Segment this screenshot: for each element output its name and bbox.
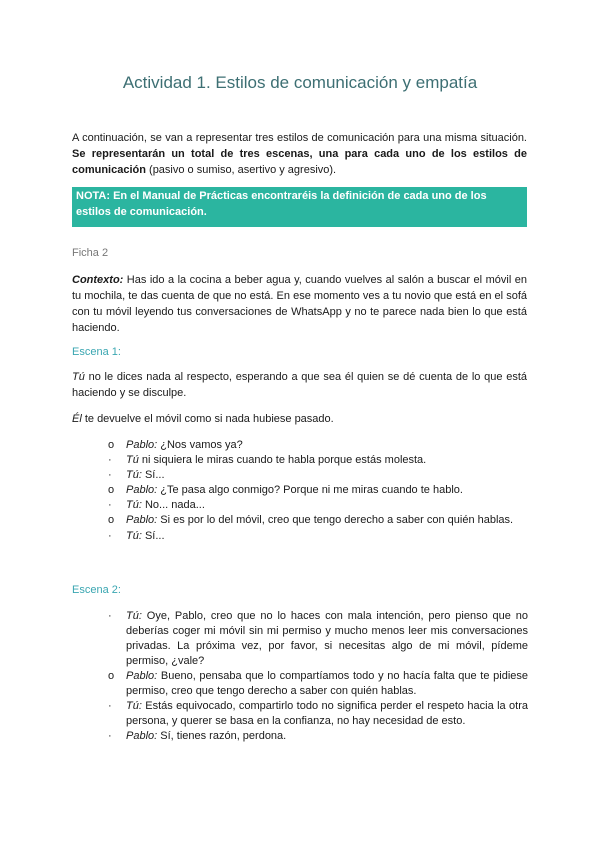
speaker-label: Tú:: [126, 530, 142, 542]
line-text: Oye, Pablo, creo que no lo haces con mala intención, pero pienso que no deberías coger mi móvil sin mi permiso y mucho menos leer mis conversaciones privadas. La próxima vez, por favor, si necesitas algo de mi móvil, pídeme permiso, ¿vale?: [126, 610, 528, 667]
list-marker: ·: [108, 454, 112, 466]
speaker-label: Él: [72, 413, 82, 425]
line-text: Sí...: [141, 530, 165, 542]
speaker-label: Pablo:: [126, 670, 158, 682]
context-paragraph: [72, 272, 527, 336]
ficha-label: Ficha 2: [72, 247, 109, 259]
speaker-label: Pablo:: [126, 514, 158, 526]
list-marker: ·: [108, 469, 112, 481]
speaker-label: Tú:: [126, 469, 142, 481]
context-text: Has ido a la cocina a beber agua y, cuando vuelves al salón a buscar el móvil en tu mochila, te das cuenta de que no está. En ese momento ves a tu novio que está en el sofá con tu móvil leyendo tus conversaciones de WhatsApp y no te parece nada bien lo que está haciendo.: [72, 274, 527, 334]
line-text: Estás equivocado, compartirlo todo no significa perder el respeto hacia la otra persona, y querer se basa en la confianza, no hay necesidad de esto.: [126, 700, 528, 727]
speaker-label: Pablo:: [126, 730, 158, 742]
list-marker: ·: [108, 499, 112, 511]
speaker-label: Pablo:: [126, 439, 158, 451]
page-title: Actividad 1. Estilos de comunicación y empatía: [122, 73, 478, 92]
paragraph-text: te devuelve el móvil como si nada hubiese pasado.: [81, 413, 334, 425]
scene-1-heading: Escena 1:: [72, 346, 121, 358]
scene-1-paragraph-1: [72, 369, 527, 401]
list-marker: o: [108, 484, 115, 496]
line-text: Sí, tienes razón, perdona.: [157, 730, 287, 742]
list-marker: ·: [108, 610, 112, 622]
line-text: ¿Te pasa algo conmigo? Porque ni me miras cuando te hablo.: [157, 484, 463, 496]
scene-1-paragraph-2: [72, 411, 527, 427]
line-text: Bueno, pensaba que lo compartíamos todo y no hacía falta que te pidiese permiso, creo que tengo derecho a saber con quién hablas.: [126, 670, 528, 697]
list-marker: ·: [108, 530, 112, 542]
list-marker: o: [108, 439, 115, 451]
speaker-label: Tú: [126, 454, 139, 466]
intro-text-end: (pasivo o sumiso, asertivo y agresivo).: [145, 164, 337, 176]
line-text: No... nada...: [141, 499, 205, 511]
intro-bold-text: Se representarán un total de tres escenas, una para cada uno de los estilos de comunicación: [72, 148, 527, 176]
scene-2-heading: Escena 2:: [72, 584, 121, 596]
list-marker: ·: [108, 730, 112, 742]
line-text: Si es por lo del móvil, creo que tengo derecho a saber con quién hablas.: [157, 514, 514, 526]
list-marker: o: [108, 514, 115, 526]
speaker-label: Tú:: [126, 499, 142, 511]
line-text: ni siquiera le miras cuando te habla porque estás molesta.: [138, 454, 427, 466]
paragraph-text: no le dices nada al respecto, esperando a que sea él quien se dé cuenta de lo que está haciendo y se disculpe.: [72, 371, 527, 399]
speaker-label: Tú:: [126, 700, 142, 712]
speaker-label: Tú:: [126, 610, 142, 622]
speaker-label: Pablo:: [126, 484, 158, 496]
line-text: ¿Nos vamos ya?: [157, 439, 243, 451]
context-label: Contexto:: [72, 274, 124, 286]
line-text: Sí...: [141, 469, 165, 481]
note-banner: NOTA: En el Manual de Prácticas encontraréis la definición de cada uno de los estilos de comunicación.: [72, 187, 527, 227]
intro-text: A continuación, se van a representar tres estilos de comunicación para una misma situación.: [72, 132, 527, 144]
speaker-label: Tú: [72, 371, 85, 383]
intro-paragraph: [72, 130, 527, 178]
list-marker: o: [108, 670, 115, 682]
list-marker: ·: [108, 700, 112, 712]
